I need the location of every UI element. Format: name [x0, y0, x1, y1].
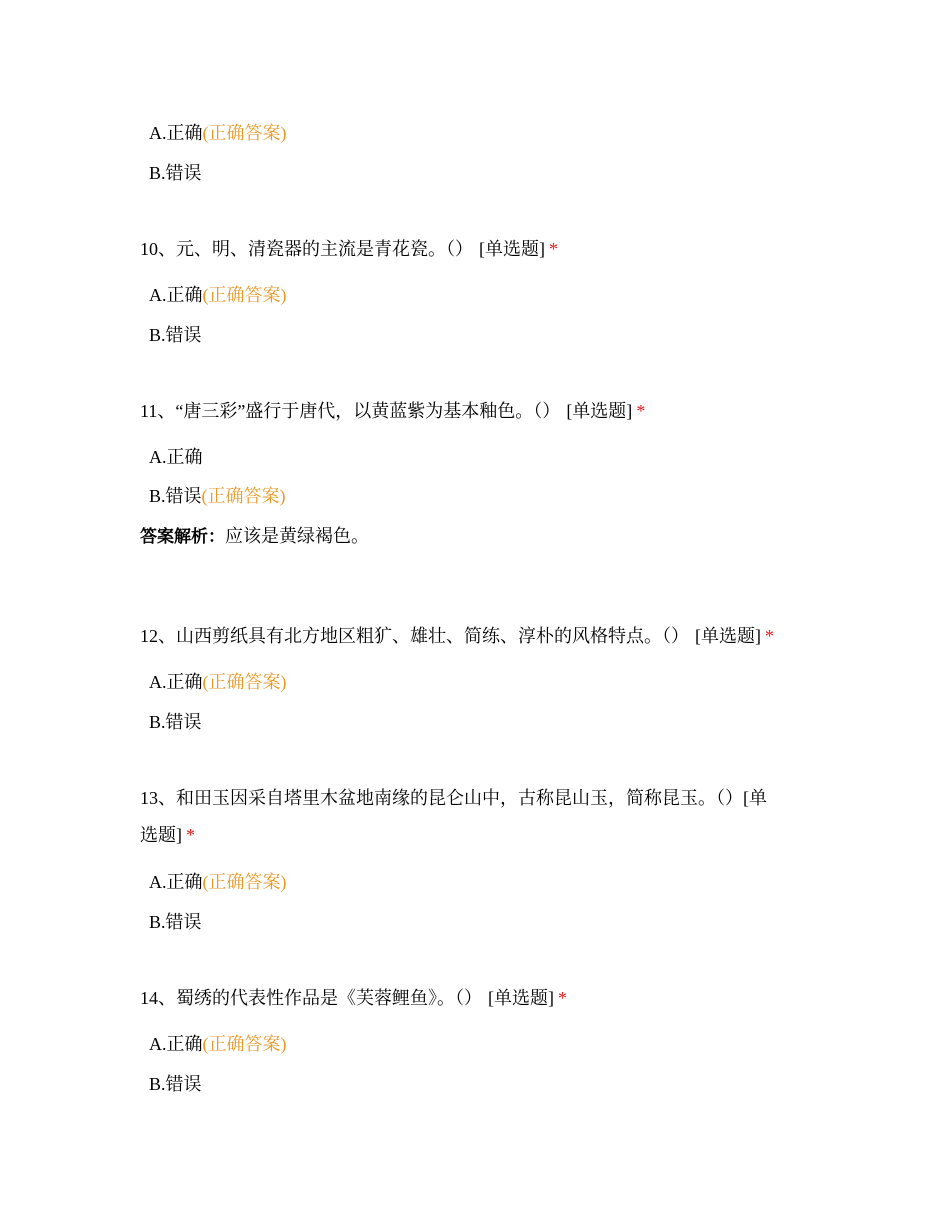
required-marker: * — [558, 988, 567, 1008]
analysis-label: 答案解析： — [140, 527, 225, 547]
option-label: A.正确 — [149, 447, 203, 467]
correct-answer-mark: (正确答案) — [202, 872, 287, 892]
correct-answer-mark: (正确答案) — [202, 672, 287, 692]
correct-answer-mark: (正确答案) — [201, 486, 286, 506]
q13-stem-line1 — [140, 786, 767, 810]
q12-stem — [140, 624, 774, 648]
question-type: [单选题] — [695, 626, 761, 646]
option-label: A.正确 — [149, 123, 203, 143]
option-label: B.错误 — [149, 912, 202, 932]
question-text: 11、“唐三彩”盛行于唐代，以黄蓝紫为基本釉色。（） — [140, 401, 561, 421]
option-label: A.正确 — [149, 872, 203, 892]
q9-option-a[interactable] — [149, 121, 287, 145]
option-label: B.错误 — [149, 1074, 202, 1094]
q14-stem — [140, 986, 567, 1010]
option-label: A.正确 — [149, 672, 203, 692]
q11-stem — [140, 399, 645, 423]
option-label: A.正确 — [149, 1034, 203, 1054]
q14-option-a[interactable] — [149, 1032, 287, 1056]
q10-stem — [140, 237, 558, 261]
required-marker: * — [186, 825, 195, 845]
q13-stem-line2 — [140, 823, 195, 847]
q12-option-b[interactable] — [149, 710, 202, 734]
question-text: 12、山西剪纸具有北方地区粗犷、雄壮、简练、淳朴的风格特点。（） — [140, 626, 689, 646]
question-text: 13、和田玉因采自塔里木盆地南缘的昆仑山中，古称昆山玉，简称昆玉。（）[单 — [140, 788, 767, 808]
question-text: 10、元、明、清瓷器的主流是青花瓷。（） — [140, 239, 473, 259]
q11-analysis — [140, 524, 369, 549]
required-marker: * — [765, 626, 774, 646]
q9-option-b[interactable] — [149, 161, 202, 185]
option-label: A.正确 — [149, 285, 203, 305]
option-label: B.错误 — [149, 712, 202, 732]
question-type: [单选题] — [566, 401, 633, 421]
question-type: [单选题] — [488, 988, 554, 1008]
q14-option-b[interactable] — [149, 1072, 202, 1096]
required-marker: * — [636, 401, 646, 421]
analysis-text: 应该是黄绿褐色。 — [225, 526, 369, 546]
q11-option-a[interactable] — [149, 445, 203, 469]
option-label: B.错误 — [149, 163, 202, 183]
question-text: 14、蜀绣的代表性作品是《芙蓉鲤鱼》。（） — [140, 988, 482, 1008]
correct-answer-mark: (正确答案) — [202, 1034, 287, 1054]
required-marker: * — [549, 239, 558, 259]
question-type: [单选题] — [479, 239, 545, 259]
q12-option-a[interactable] — [149, 670, 287, 694]
correct-answer-mark: (正确答案) — [202, 285, 287, 305]
question-type: 选题] — [140, 825, 182, 845]
q13-option-a[interactable] — [149, 870, 287, 894]
correct-answer-mark: (正确答案) — [202, 123, 287, 143]
q13-option-b[interactable] — [149, 910, 202, 934]
q10-option-b[interactable] — [149, 323, 202, 347]
q10-option-a[interactable] — [149, 283, 287, 307]
q11-option-b[interactable] — [149, 484, 286, 508]
option-label: B.错误 — [149, 486, 202, 506]
option-label: B.错误 — [149, 325, 202, 345]
